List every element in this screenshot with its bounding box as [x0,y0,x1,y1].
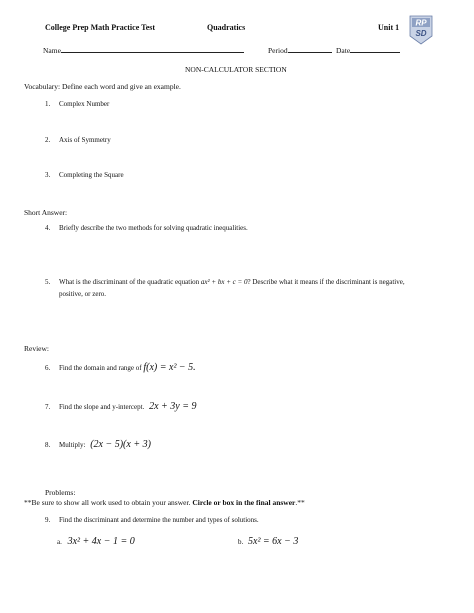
logo-text-bottom: SD [415,29,427,38]
q9b-expression: 5x² = 6x − 3 [248,536,299,547]
short-answer-heading: Short Answer: [24,208,68,217]
problems-heading: Problems: [45,488,76,497]
vocabulary-heading: Vocabulary: Define each word and give an example. [24,82,181,91]
name-label: Name [43,46,61,55]
question-9b: b. 5x² = 6x − 3 [238,536,299,547]
rpsd-logo-icon [408,14,434,46]
question-5: 5. What is the discriminant of the quadratic equation ax² + bx + c = 0? Describe what it means if the discriminant is negative, [45,278,405,286]
vocab-item-2: 2. Axis of Symmetry [45,136,111,144]
name-blank [61,45,244,53]
question-9: 9. Find the discriminant and determine the number and types of solutions. [45,516,259,524]
test-title: College Prep Math Practice Test [45,23,156,32]
question-5-line-2: positive, or zero. [59,290,107,298]
question-6: 6. Find the domain and range of f(x) = x² − 5. [45,362,196,373]
q7-expression: 2x + 3y = 9 [149,401,197,412]
problems-note: **Be sure to show all work used to obtain your answer. Circle or box in the final answer.** [24,498,305,507]
period-label: Period [268,46,288,55]
question-8: 8. Multiply: (2x − 5)(x + 3) [45,439,151,450]
review-heading: Review: [24,344,49,353]
logo-text-top: RP [415,18,427,28]
q5-equation: ax² + bx + c = 0 [200,278,248,286]
q9a-expression: 3x² + 4x − 1 = 0 [67,536,135,547]
date-field [336,45,400,55]
q6-expression: f(x) = x² − 5. [143,362,196,373]
vocab-item-1: 1. Complex Number [45,100,110,108]
date-blank [350,45,400,53]
question-4: 4. Briefly describe the two methods for solving quadratic inequalities. [45,224,248,232]
date-label: Date [336,46,351,55]
period-field [268,45,332,55]
section-title: NON-CALCULATOR SECTION [185,65,287,74]
problems-note-emphasis: Circle or box in the final answer [192,498,296,507]
name-field [43,45,244,55]
test-subject: Quadratics [207,23,246,32]
q8-expression: (2x − 5)(x + 3) [90,439,151,450]
period-blank [288,45,332,53]
question-9a: a. 3x² + 4x − 1 = 0 [57,536,135,547]
vocab-item-3: 3. Completing the Square [45,171,124,179]
unit-label: Unit 1 [378,23,400,32]
question-7: 7. Find the slope and y-intercept. 2x + 3y = 9 [45,401,197,412]
